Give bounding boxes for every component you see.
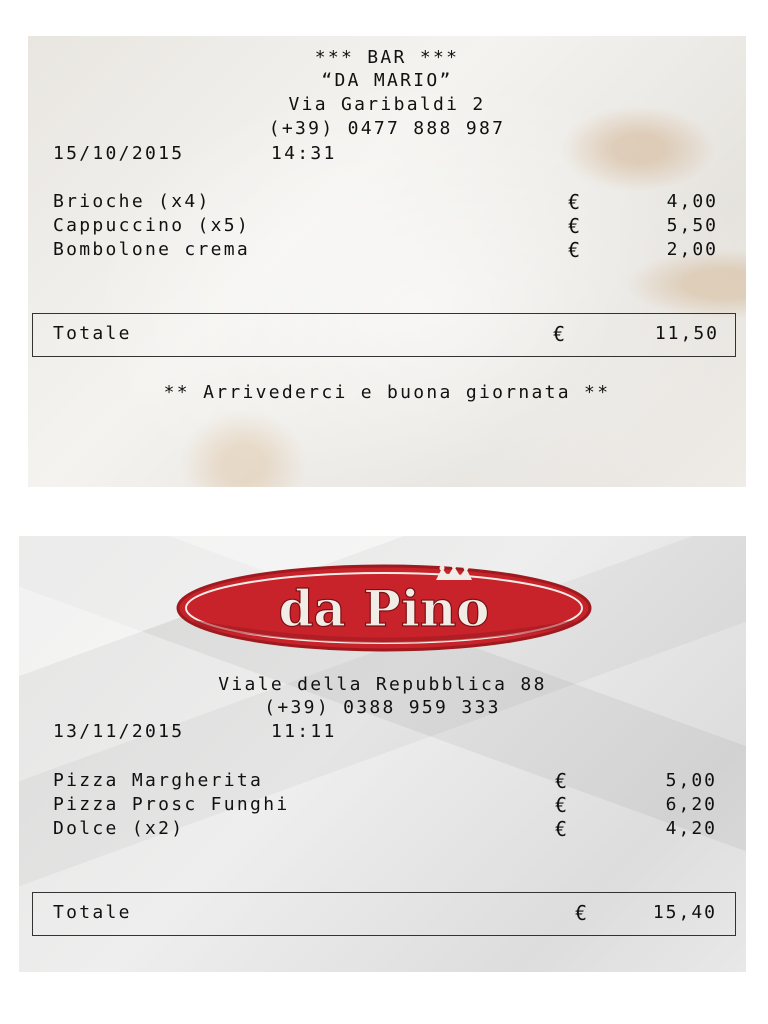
bar-name: “DA MARIO”: [321, 70, 453, 91]
item-amount: 6,20: [665, 794, 717, 815]
item-amount: 5,50: [666, 215, 718, 236]
item-amount: 2,00: [666, 239, 718, 260]
bar-address: Via Garibaldi 2: [288, 94, 486, 115]
item-amount: 4,00: [666, 191, 718, 212]
total-box: [32, 892, 736, 936]
euro-sign: €: [568, 214, 581, 238]
item-name: Cappuccino (x5): [53, 215, 251, 236]
euro-sign: €: [575, 901, 588, 925]
restaurant-phone: (+39) 0388 959 333: [264, 697, 501, 718]
euro-sign: €: [568, 238, 581, 262]
receipt-time: 14:31: [271, 143, 337, 164]
euro-sign: €: [555, 793, 568, 817]
logo-text: da Pino: [278, 579, 490, 638]
receipt-date: 15/10/2015: [53, 143, 185, 164]
item-amount: 5,00: [665, 770, 717, 791]
bar-phone: (+39) 0477 888 987: [268, 118, 506, 139]
da-pino-logo: [174, 560, 594, 652]
total-label: Totale: [53, 902, 132, 923]
total-label: Totale: [53, 323, 132, 344]
footer-greeting: ** Arrivederci e buona giornata **: [163, 382, 611, 403]
restaurant-address: Viale della Repubblica 88: [218, 674, 547, 695]
logo-graphic: [174, 560, 594, 652]
item-name: Pizza Margherita: [53, 770, 264, 791]
euro-sign: €: [568, 190, 581, 214]
item-name: Brioche (x4): [53, 191, 211, 212]
item-name: Dolce (x2): [53, 818, 185, 839]
receipt-bar-da-mario: [28, 36, 746, 487]
euro-sign: €: [553, 322, 566, 346]
item-name: Pizza Prosc Funghi: [53, 794, 290, 815]
item-amount: 4,20: [665, 818, 717, 839]
receipt-date: 13/11/2015: [53, 721, 185, 742]
euro-sign: €: [555, 817, 568, 841]
total-amount: 11,50: [654, 323, 719, 344]
receipt-time: 11:11: [271, 721, 337, 742]
total-box: [32, 313, 736, 357]
receipt-da-pino: [19, 536, 746, 972]
total-amount: 15,40: [652, 902, 717, 923]
bar-title: *** BAR ***: [314, 47, 460, 68]
item-name: Bombolone crema: [53, 239, 251, 260]
euro-sign: €: [555, 769, 568, 793]
